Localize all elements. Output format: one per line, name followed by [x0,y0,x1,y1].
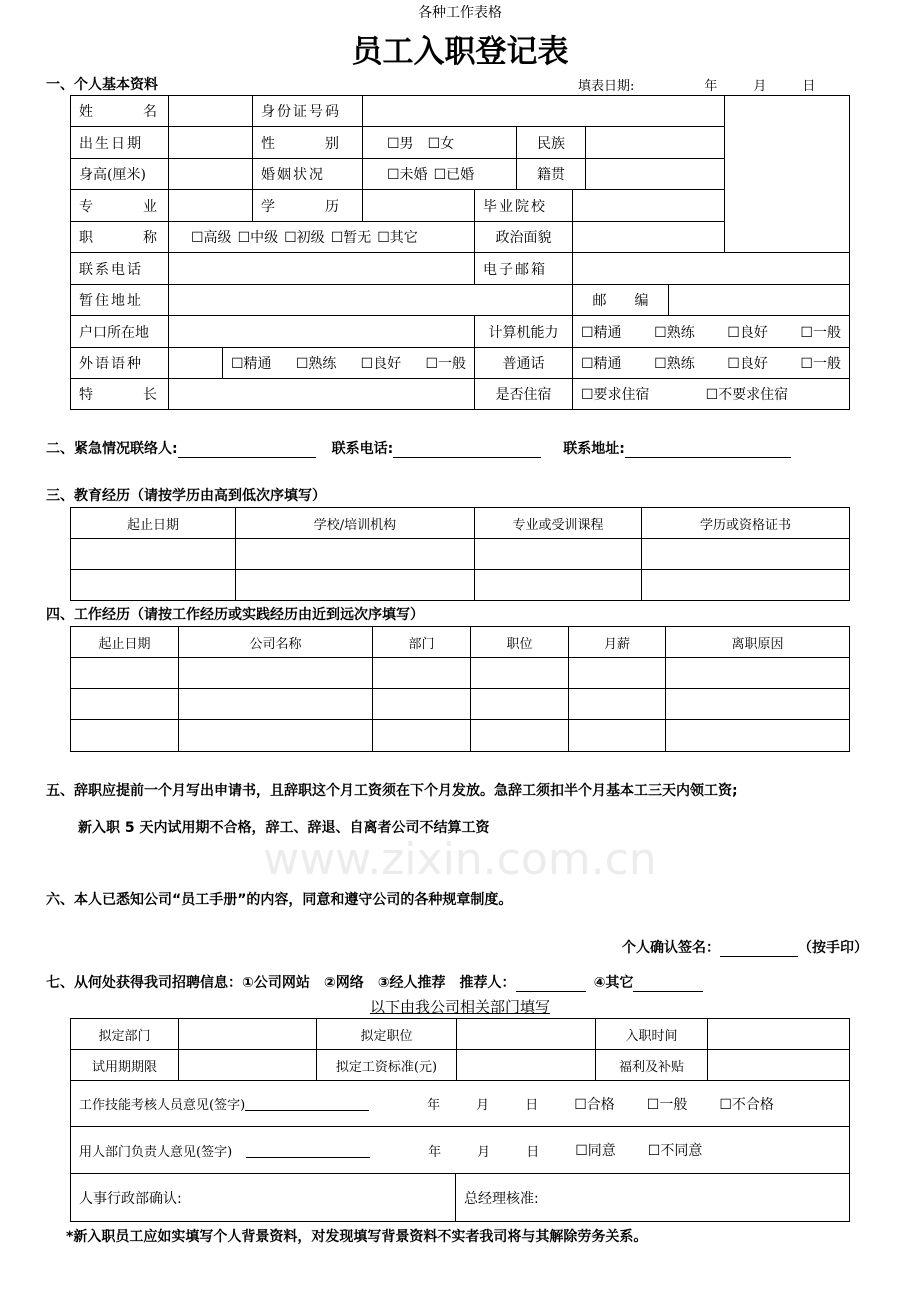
work-header-cell: 公司名称 [178,626,373,658]
female-checkbox[interactable]: ☐女 [427,135,455,152]
language-options [222,347,475,379]
marital-options [362,158,517,190]
handbook-acknowledgement: 六、本人已悉知公司“员工手册”的内容，同意和遵守公司的各种规章制度。 [46,892,513,908]
computer-good-checkbox[interactable]: ☐良好 [727,324,768,341]
day-label: 日 [525,1098,539,1113]
work-cell[interactable] [372,688,471,720]
ethnic-label: 民族 [516,126,586,159]
fill-date [578,75,815,94]
education-cell[interactable] [474,538,642,570]
signature-field[interactable] [720,956,798,957]
dorm-options [572,378,850,410]
work-header-cell: 部门 [372,626,471,658]
male-checkbox[interactable]: ☐男 [387,135,414,152]
dorm-yes-checkbox[interactable]: ☐要求住宿 [581,387,650,403]
dept-review-signature[interactable] [246,1143,370,1158]
emergency-contact-field[interactable] [178,457,316,458]
gender-options [362,126,517,159]
work-cell[interactable] [372,719,471,752]
resignation-rule: 五、辞职应提前一个月写出申请书，且辞职这个月工资须在下个月发放。急辞工须扣半个月基本工三天内领工资; [46,783,738,799]
dorm-no-checkbox[interactable]: ☐不要求住宿 [705,387,789,403]
education-header-cell: 学校/培训机构 [235,507,475,539]
skill-label: 特 长 [70,378,169,410]
address-label: 暂住地址 [70,284,169,316]
work-cell[interactable] [568,657,666,689]
probation-rule: 新入职 5 天内试用期不合格，辞工、辞退、自离者公司不结算工资 [78,820,490,836]
dept-review-row [70,1126,850,1174]
dorm-label: 是否住宿 [474,378,573,410]
email-label: 电子邮箱 [474,252,573,285]
education-header-cell: 起止日期 [70,507,236,539]
month-label: 月 [477,1144,491,1160]
native-label: 籍贯 [516,158,586,190]
education-cell[interactable] [70,569,236,601]
email-field[interactable] [572,252,850,285]
education-header-cell: 学历或资格证书 [641,507,850,539]
mandarin-proficient-checkbox[interactable]: ☐熟练 [654,356,695,372]
junior-checkbox[interactable]: ☐初级 [284,230,325,246]
language-basic-checkbox[interactable]: ☐一般 [425,356,466,372]
benefit-label: 福利及补贴 [595,1049,708,1081]
political-field[interactable] [572,221,725,253]
phone-label: 联系电话 [70,252,169,285]
name-label: 姓 名 [70,95,169,127]
pass-checkbox[interactable]: ☐合格 [574,1096,615,1113]
work-cell[interactable] [470,688,569,720]
probation-label: 试用期期限 [70,1049,179,1081]
work-header-cell: 月薪 [568,626,666,658]
page-header: 各种工作表格 [418,5,502,21]
phone-field[interactable] [168,252,475,285]
language-proficient-checkbox[interactable]: ☐熟练 [295,356,337,372]
computer-expert-checkbox[interactable]: ☐精通 [581,324,622,341]
gm-approve-cell[interactable]: 总经理核准: [455,1173,850,1222]
day-label: 日 [802,79,816,94]
work-cell[interactable] [470,719,569,752]
mandarin-options [572,347,850,379]
emergency-phone-field[interactable] [393,457,541,458]
hr-confirm-cell[interactable]: 人事行政部确认: [70,1173,456,1222]
ethnic-field[interactable] [585,126,725,159]
section1-heading: 一、个人基本资料 [46,77,158,93]
language-label: 外语语种 [70,347,169,379]
work-header-cell: 职位 [470,626,569,658]
fail-checkbox[interactable]: ☐不合格 [719,1096,774,1113]
title-options [168,221,475,253]
emergency-address-field[interactable] [625,457,791,458]
education-cell[interactable] [641,538,850,570]
hukou-label: 户口所在地 [70,315,169,348]
mandarin-good-checkbox[interactable]: ☐良好 [727,356,768,372]
edu-field[interactable] [362,189,475,222]
work-cell[interactable] [470,657,569,689]
referrer-field[interactable] [516,991,586,992]
skill-review-signature[interactable] [245,1096,369,1111]
mandarin-label: 普通话 [474,347,573,379]
salary-label: 拟定工资标准(元) [316,1049,457,1081]
work-header-cell: 起止日期 [70,626,179,658]
gender-label: 性 别 [252,126,363,159]
computer-basic-checkbox[interactable]: ☐一般 [800,324,841,341]
language-expert-checkbox[interactable]: ☐精通 [231,356,272,372]
fingerprint-note: （按手印） [798,940,868,956]
edu-label: 学 历 [252,189,363,222]
work-cell[interactable] [665,719,850,752]
hukou-field[interactable] [168,315,475,348]
id-field[interactable] [362,95,725,127]
address-field[interactable] [168,284,573,316]
position-label: 拟定职位 [316,1018,457,1050]
page-title: 员工入职登记表 [351,34,569,70]
dept-review-label: 用人部门负责人意见(签字) [79,1144,233,1160]
married-checkbox[interactable]: ☐已婚 [433,167,475,183]
day-label: 日 [526,1144,540,1160]
agree-checkbox[interactable]: ☐同意 [575,1143,616,1159]
work-cell[interactable] [178,657,373,689]
computer-proficient-checkbox[interactable]: ☐熟练 [654,324,695,341]
recruitment-source-label: 七、从何处获得我司招聘信息：①公司网站 ②网络 ③经人推荐 推荐人： [46,975,516,991]
internal-heading: 以下由我公司相关部门填写 [369,998,550,1016]
work-cell[interactable] [372,657,471,689]
photo-cell[interactable] [724,95,850,253]
education-cell[interactable] [235,569,475,601]
work-cell[interactable] [70,657,179,689]
emergency-address-label: 联系地址: [563,441,625,457]
internal-heading-wrap [0,996,920,1017]
senior-checkbox[interactable]: ☐高级 [191,230,232,246]
zip-field[interactable] [668,284,850,316]
work-cell[interactable] [70,719,179,752]
zip-label: 邮 编 [572,284,669,316]
work-header-cell: 离职原因 [665,626,850,658]
other-source-field[interactable] [633,991,703,992]
skill-field[interactable] [168,378,475,410]
major-label: 专 业 [70,189,169,222]
recruitment-source-line [46,972,703,992]
skill-review-row [70,1080,850,1127]
computer-label: 计算机能力 [474,315,573,348]
other-checkbox[interactable]: ☐其它 [377,230,418,246]
title-label: 职 称 [70,221,169,253]
entry-date-label: 入职时间 [595,1018,708,1050]
salary-field[interactable] [456,1049,596,1081]
signature-label: 个人确认签名： [622,940,720,956]
mandarin-basic-checkbox[interactable]: ☐一般 [800,356,841,372]
year-label: 年 [428,1144,442,1160]
month-label: 月 [753,79,767,94]
work-cell[interactable] [568,719,666,752]
watermark: www.zixin.com.cn [263,834,657,885]
work-cell[interactable] [665,657,850,689]
emergency-contact-line [46,438,791,458]
middle-checkbox[interactable]: ☐中级 [237,230,279,246]
language-field[interactable] [168,347,223,379]
school-field[interactable] [572,189,725,222]
year-label: 年 [704,79,718,94]
birth-field[interactable] [168,126,253,159]
year-label: 年 [427,1098,441,1113]
school-label: 毕业院校 [474,189,573,222]
work-cell[interactable] [178,688,373,720]
disagree-checkbox[interactable]: ☐不同意 [647,1143,703,1159]
fill-date-label: 填表日期: [578,79,635,94]
education-cell[interactable] [641,569,850,601]
political-label: 政治面貌 [474,221,573,253]
education-cell[interactable] [474,569,642,601]
month-label: 月 [476,1098,490,1113]
height-label: 身高(厘米) [70,158,169,190]
computer-options [572,315,850,348]
signature-line [622,937,868,957]
emergency-phone-label: 联系电话: [331,441,394,457]
section4-heading: 四、工作经历（请按工作经历或实践经历由近到远次序填写） [46,607,424,623]
skill-review-label: 工作技能考核人员意见(签字) [79,1098,246,1113]
language-good-checkbox[interactable]: ☐良好 [360,356,402,372]
work-cell[interactable] [70,688,179,720]
mandarin-expert-checkbox[interactable]: ☐精通 [581,356,622,372]
section3-heading: 三、教育经历（请按学历由高到低次序填写） [46,488,326,504]
emergency-contact-label: 二、紧急情况联络人: [46,441,178,457]
birth-label: 出生日期 [70,126,169,159]
benefit-field[interactable] [707,1049,850,1081]
marital-label: 婚姻状况 [252,158,363,190]
dept-field[interactable] [178,1018,317,1050]
position-field[interactable] [456,1018,596,1050]
work-cell[interactable] [568,688,666,720]
entry-date-field[interactable] [707,1018,850,1050]
education-header-cell: 专业或受训课程 [474,507,642,539]
none-checkbox[interactable]: ☐暂无 [330,230,372,246]
native-field[interactable] [585,158,725,190]
id-label: 身份证号码 [252,95,363,127]
unmarried-checkbox[interactable]: ☐未婚 [387,167,428,183]
education-cell[interactable] [235,538,475,570]
probation-field[interactable] [178,1049,317,1081]
footer-note: *新入职员工应如实填写个人背景资料，对发现填写背景资料不实者我司将与其解除劳务关系。 [66,1229,648,1245]
other-source-label: ④其它 [593,975,634,991]
work-cell[interactable] [178,719,373,752]
dept-label: 拟定部门 [70,1018,179,1050]
normal-checkbox[interactable]: ☐一般 [646,1096,688,1113]
name-field[interactable] [168,95,253,127]
work-cell[interactable] [665,688,850,720]
education-cell[interactable] [70,538,236,570]
major-field[interactable] [168,189,253,222]
height-field[interactable] [168,158,253,190]
